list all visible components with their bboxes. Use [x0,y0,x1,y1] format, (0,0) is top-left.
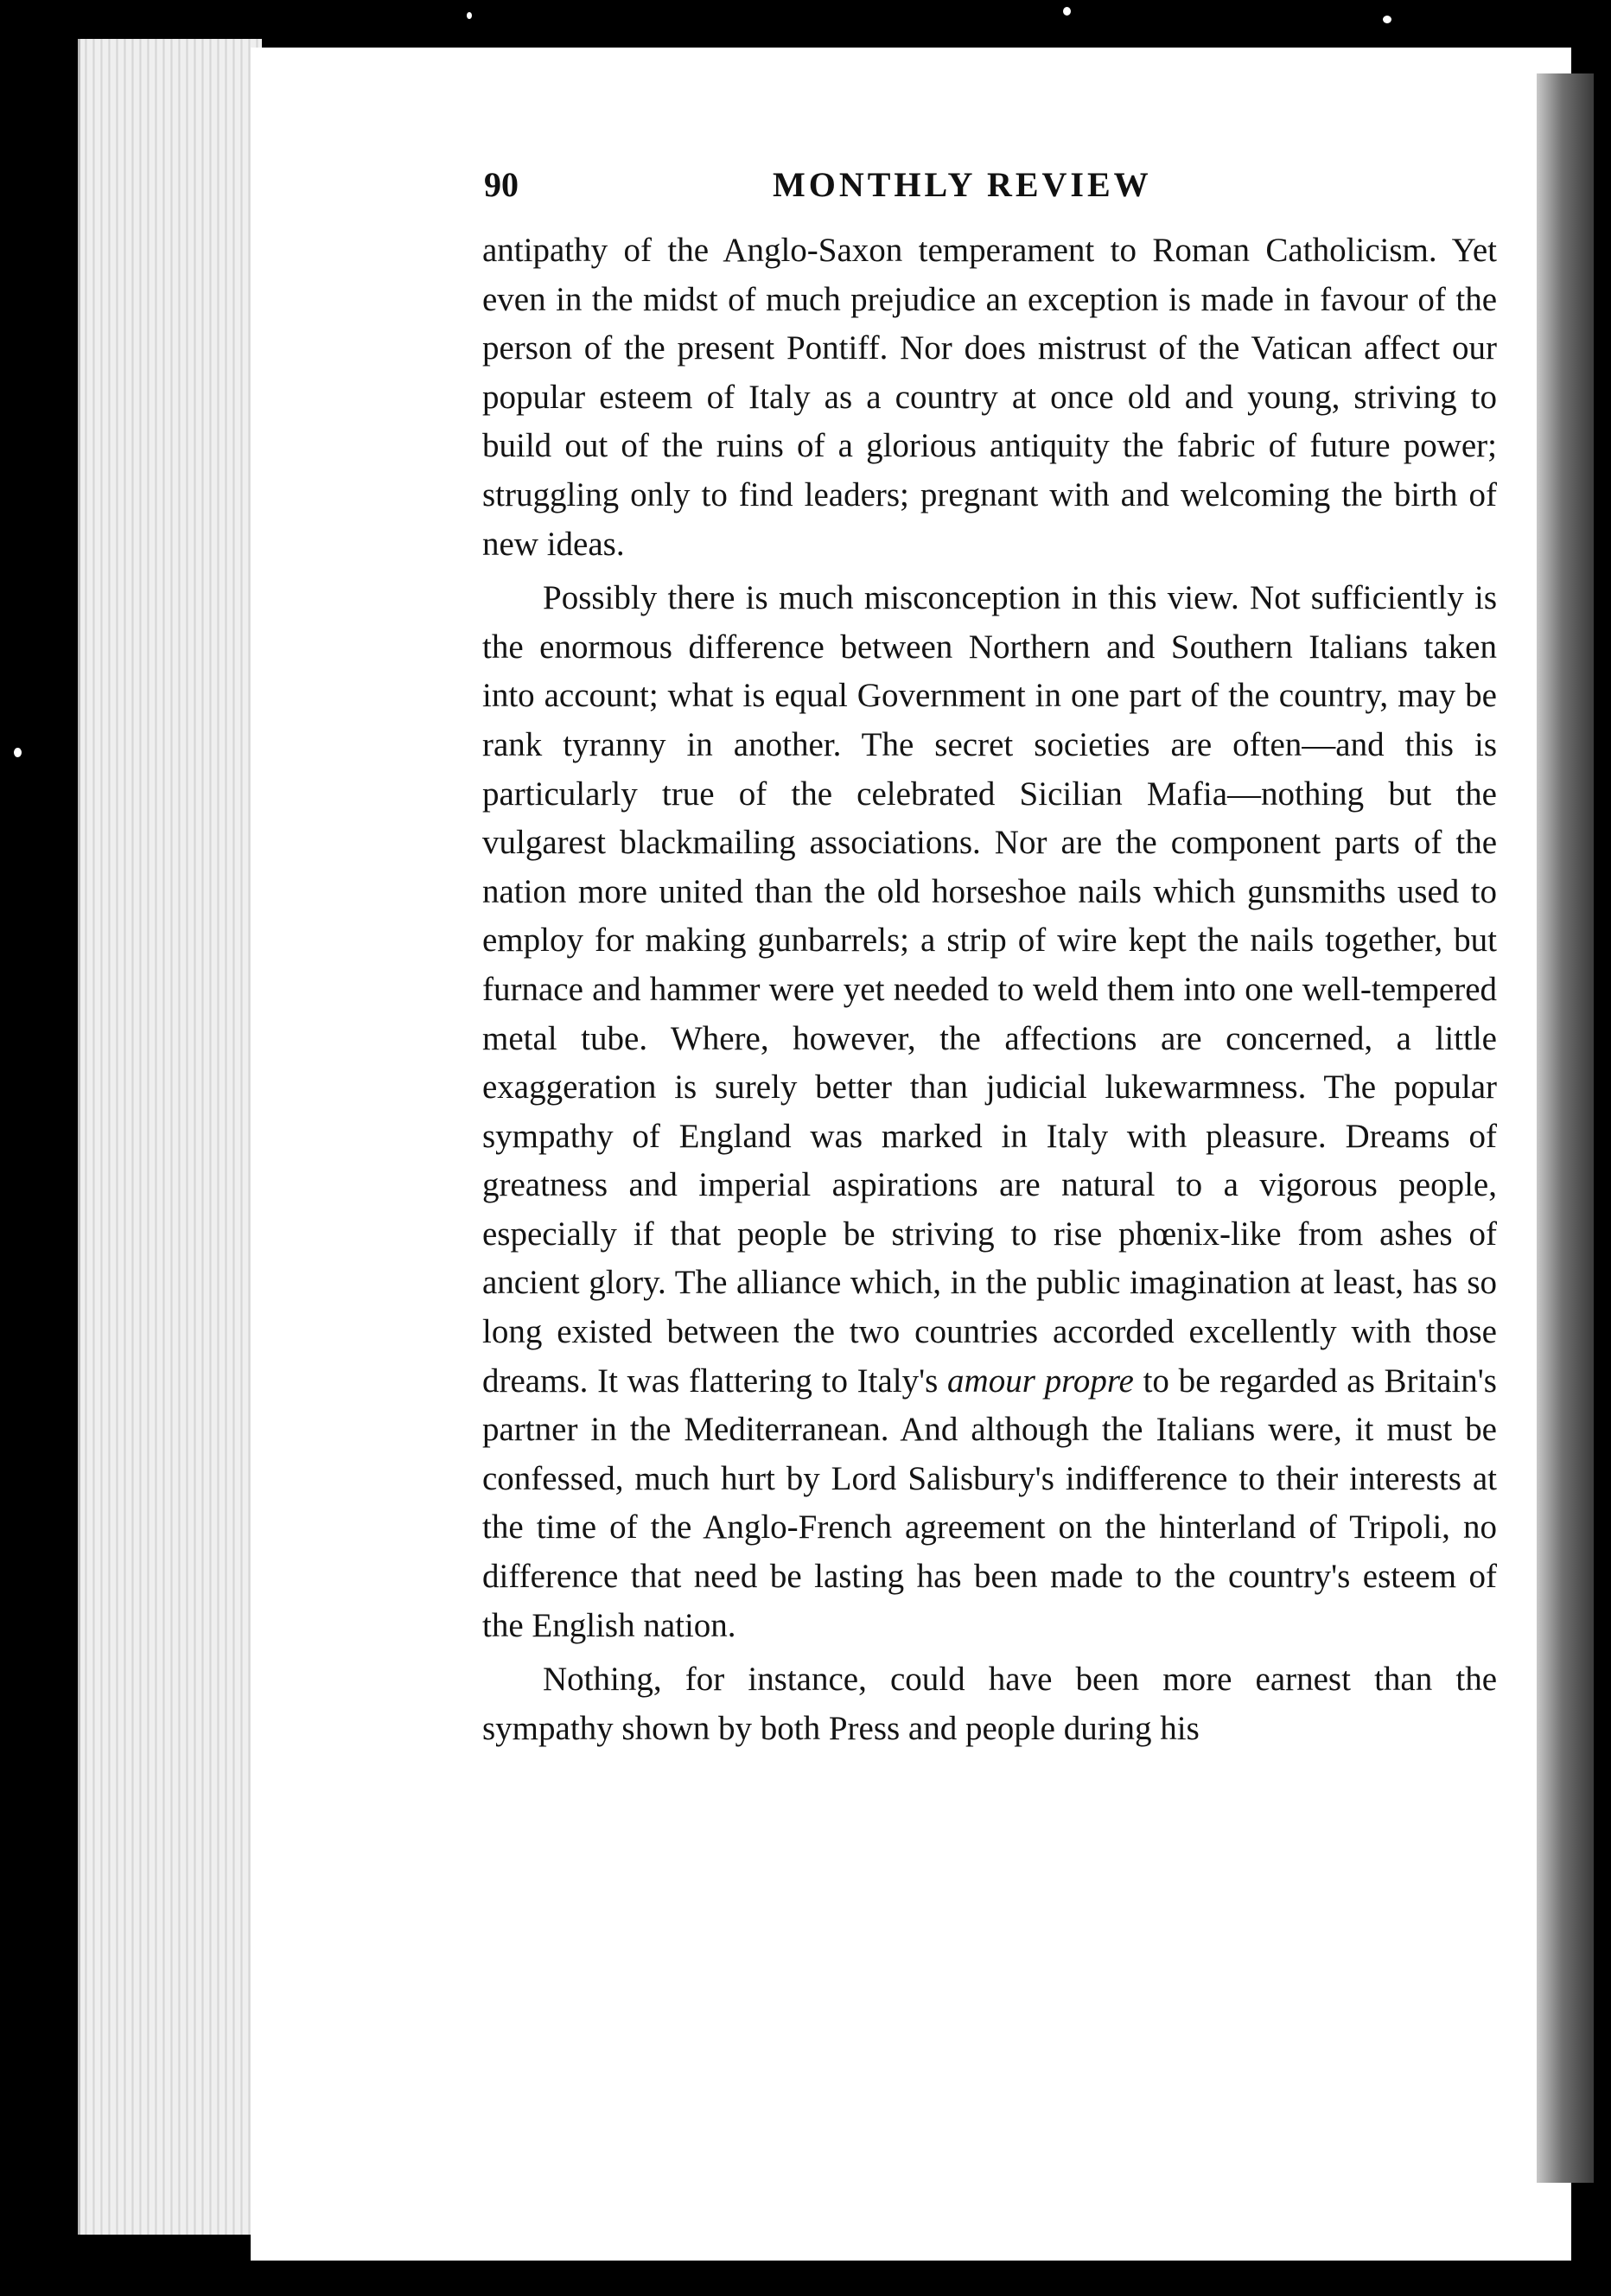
paragraph-1 [482,226,1497,569]
paragraph-2-text-after: to be regarded as Britain's partner in the Mediterranean. And although the Italians were, it must be confessed, much hurt by Lord Salisbury's indifference to their interests at the time of the Anglo-French agreement on the hinterland of Tripoli, no difference that need be lasting has been made to the country's esteem of the English nation. [482,1362,1497,1644]
book-page-edges [78,39,262,2235]
scan-speck [1063,7,1071,16]
running-header [484,161,1504,209]
page-number: 90 [484,165,519,204]
paragraph-1-text: antipathy of the Anglo-Saxon temperament to Roman Catholicism. Yet even in the midst of much prejudice an exception is made in favour of the person of the present Pontiff. Nor does mistrust of the Vatican affect our popular esteem of Italy as a country at once old and young, striving to build out of the ruins of a glorious antiquity the fabric of future power; struggling only to find leaders; pregnant with and welcoming the birth of new ideas. [482,232,1497,563]
scan-speck [14,748,22,757]
paragraph-3 [482,1655,1497,1753]
scan-speck [467,12,472,19]
paragraph-3-text: Nothing, for instance, could have been more earnest than the sympathy shown by both Press and people during his [482,1661,1497,1747]
paragraph-2-text: Possibly there is much misconception in this view. Not sufficiently is the enormous difference between Northern and Southern Italians taken into account; what is equal Government in one part of the country, may be rank tyranny in another. The secret societies are often—and this is particularly true of the celebrated Sicilian Mafia—nothing but the vulgarest blackmailing associations. Nor are the component parts of the nation more united than the old horseshoe nails which gunsmiths used to employ for making gunbarrels; a strip of wire kept the nails together, but furnace and hammer were yet needed to weld them into one well-tempered metal tube. Where, however, the affections are concerned, a little exaggeration is surely better than judicial lukewarmness. The popular sympathy of England was marked in Italy with pleasure. Dreams of greatness and imperial aspirations are natural to a vigorous people, especially if that people be striving to rise phœnix-like from ashes of ancient glory. The alliance which, in the public imagination at least, has so long existed between the two countries accorded excellently with those dreams. It was flattering to Italy's [482,579,1497,1400]
book-cover-edge [1537,73,1594,2183]
scan-speck [1383,16,1391,23]
running-title: MONTHLY REVIEW [773,165,1152,204]
article-body [482,226,1497,1753]
paragraph-2 [482,574,1497,1650]
paragraph-2-italic-phrase: amour propre [947,1362,1134,1400]
